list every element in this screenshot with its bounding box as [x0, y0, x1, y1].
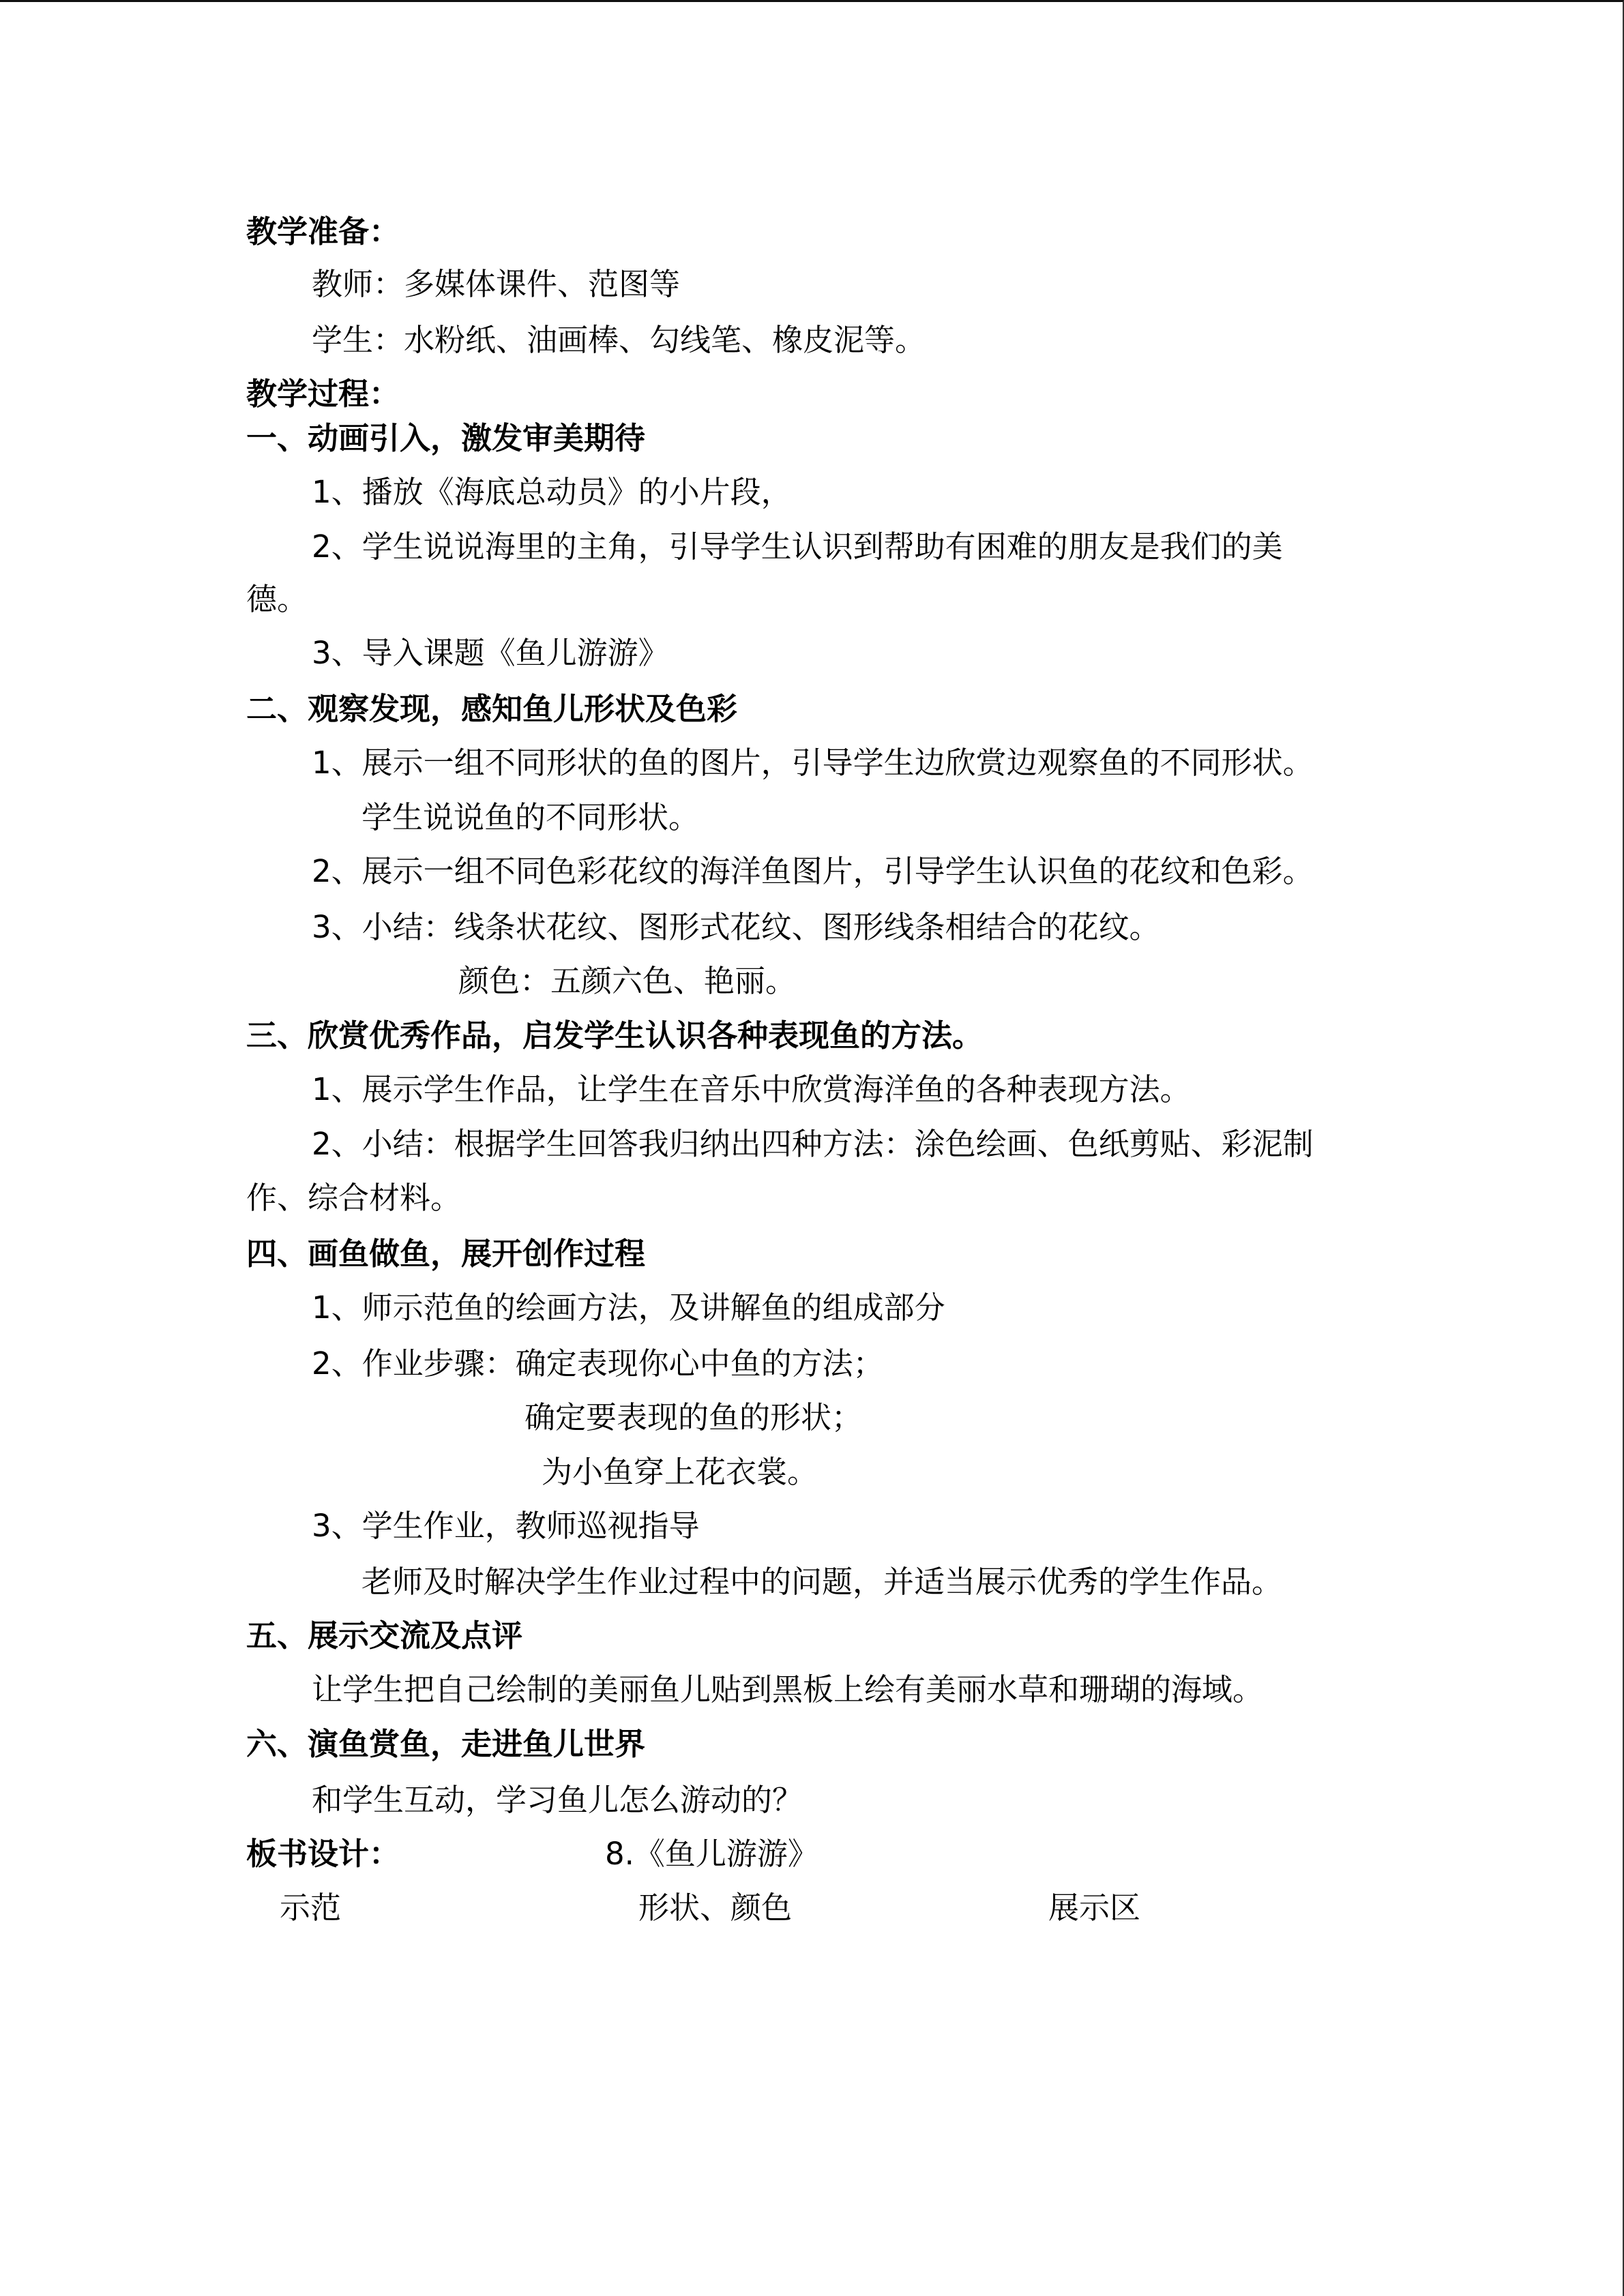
preparation-heading: 教学准备： [246, 213, 400, 250]
section-heading: 二、观察发现，感知鱼儿形状及色彩 [246, 691, 738, 727]
board-heading: 板书设计： [246, 1836, 400, 1872]
board-item-display-area: 展示区 [1048, 1890, 1141, 1926]
section-heading: 五、展示交流及点评 [246, 1617, 523, 1654]
section-line: 1、展示学生作品，让学生在音乐中欣赏海洋鱼的各种表现方法。 [312, 1071, 1191, 1107]
section-line: 2、作业步骤：确定表现你心中鱼的方法； [312, 1345, 884, 1382]
section-line: 让学生把自己绘制的美丽鱼儿贴到黑板上绘有美丽水草和珊瑚的海域。 [312, 1671, 1264, 1708]
section-heading: 四、画鱼做鱼，展开创作过程 [246, 1236, 646, 1272]
section-line: 为小鱼穿上花衣裳。 [542, 1454, 818, 1490]
section-line: 1、展示一组不同形状的鱼的图片，引导学生边欣赏边观察鱼的不同形状。 [312, 745, 1314, 781]
section-heading: 一、动画引入，激发审美期待 [246, 420, 646, 456]
process-heading: 教学过程： [246, 376, 400, 412]
section-line: 1、师示范鱼的绘画方法，及讲解鱼的组成部分 [312, 1289, 945, 1326]
section-line: 2、小结：根据学生回答我归纳出四种方法：涂色绘画、色纸剪贴、彩泥制 [312, 1126, 1314, 1162]
section-line: 1、播放《海底总动员》的小片段， [312, 474, 792, 510]
section-line: 确定要表现的鱼的形状； [525, 1399, 863, 1435]
section-line: 德。 [246, 581, 308, 617]
section-line: 3、导入课题《鱼儿游游》 [312, 635, 669, 671]
section-line: 3、学生作业，教师巡视指导 [312, 1508, 700, 1544]
board-title: 8.《鱼儿游游》 [605, 1836, 818, 1872]
preparation-teacher: 教师：多媒体课件、范图等 [312, 266, 681, 302]
board-item-shape-color: 形状、颜色 [638, 1890, 793, 1926]
section-line: 老师及时解决学生作业过程中的问题，并适当展示优秀的学生作品。 [361, 1564, 1283, 1600]
section-heading: 六、演鱼赏鱼，走进鱼儿世界 [246, 1726, 646, 1762]
section-line: 学生说说鱼的不同形状。 [361, 799, 700, 835]
section-line: 3、小结：线条状花纹、图形式花纹、图形线条相结合的花纹。 [312, 909, 1160, 945]
section-heading: 三、欣赏优秀作品，启发学生认识各种表现鱼的方法。 [246, 1017, 984, 1054]
preparation-student: 学生：水粉纸、油画棒、勾线笔、橡皮泥等。 [312, 322, 926, 358]
section-line: 2、展示一组不同色彩花纹的海洋鱼图片，引导学生认识鱼的花纹和色彩。 [312, 853, 1314, 889]
section-line: 和学生互动，学习鱼儿怎么游动的？ [312, 1782, 803, 1818]
section-line: 2、学生说说海里的主角，引导学生认识到帮助有困难的朋友是我们的美 [312, 528, 1283, 565]
section-line: 颜色：五颜六色、艳丽。 [458, 963, 797, 999]
section-line: 作、综合材料。 [246, 1180, 462, 1216]
board-item-demo: 示范 [280, 1890, 342, 1926]
